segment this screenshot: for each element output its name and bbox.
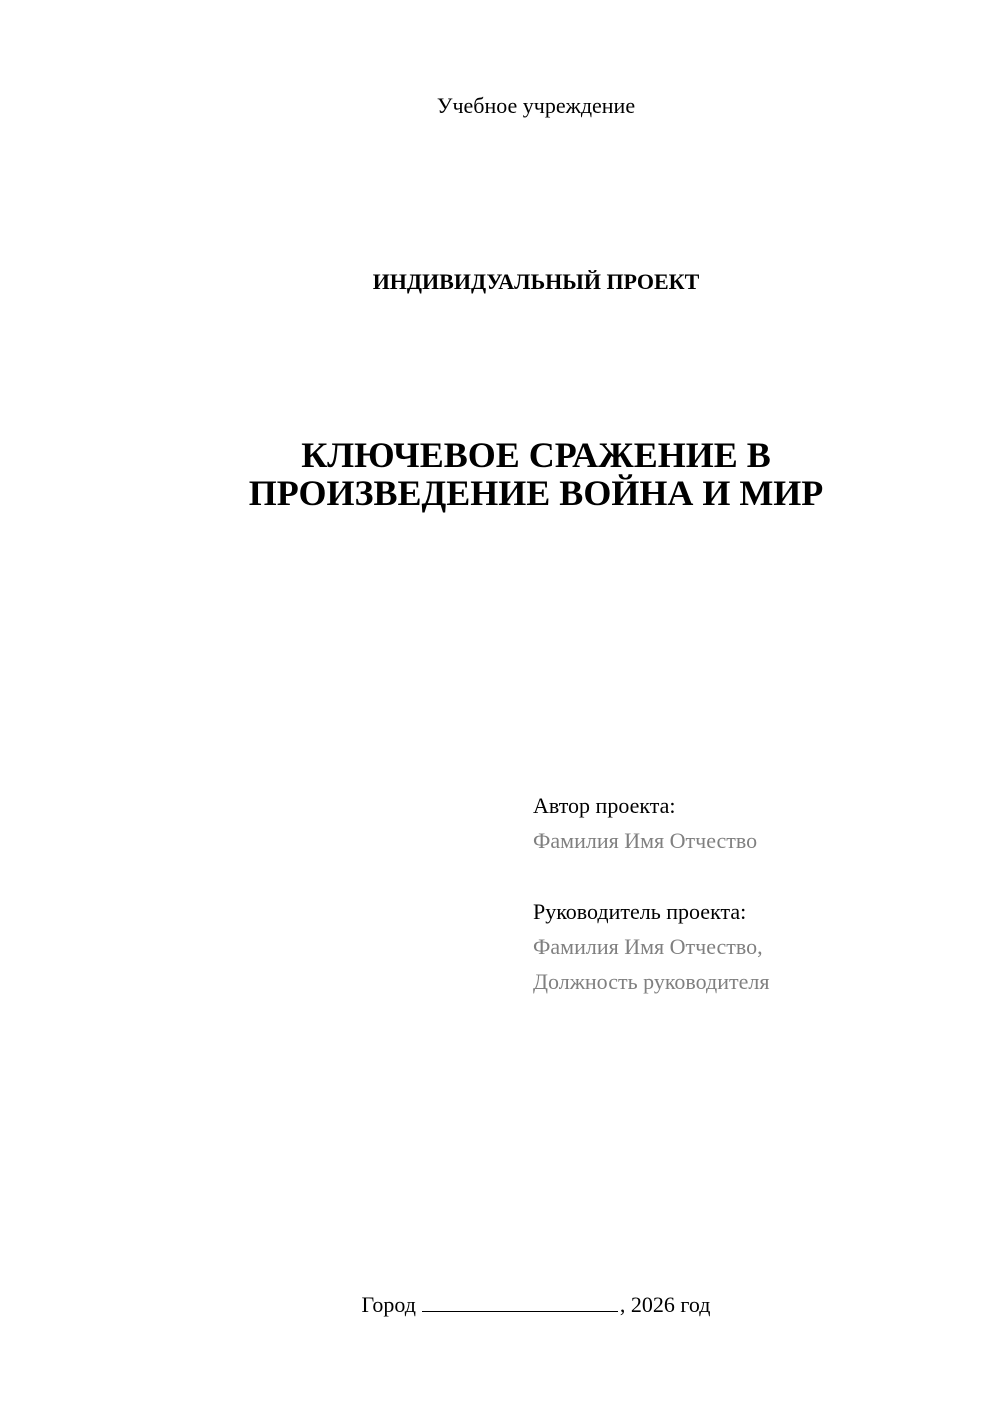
author-name-placeholder: Фамилия Имя Отчество [533, 828, 758, 853]
project-title [0, 436, 1000, 512]
city-blank-line [422, 1290, 618, 1312]
project-title-line-1: КЛЮЧЕВОЕ СРАЖЕНИЕ В [301, 435, 771, 475]
project-people-block [533, 788, 973, 999]
author-label: Автор проекта: [533, 793, 676, 818]
supervisor-label: Руководитель проекта: [533, 899, 747, 924]
institution-name: Учебное учреждение [436, 93, 636, 118]
city-label: Город [361, 1292, 416, 1317]
project-title-line-2: ПРОИЗВЕДЕНИЕ ВОЙНА И МИР [248, 473, 824, 513]
document-type: ИНДИВИДУАЛЬНЫЙ ПРОЕКТ [372, 269, 700, 294]
supervisor-name-placeholder: Фамилия Имя Отчество, [533, 934, 763, 959]
supervisor-position-placeholder: Должность руководителя [533, 969, 770, 994]
spacer [533, 858, 973, 894]
year-text: , 2026 год [619, 1292, 711, 1317]
city-year-line [0, 1290, 1000, 1320]
